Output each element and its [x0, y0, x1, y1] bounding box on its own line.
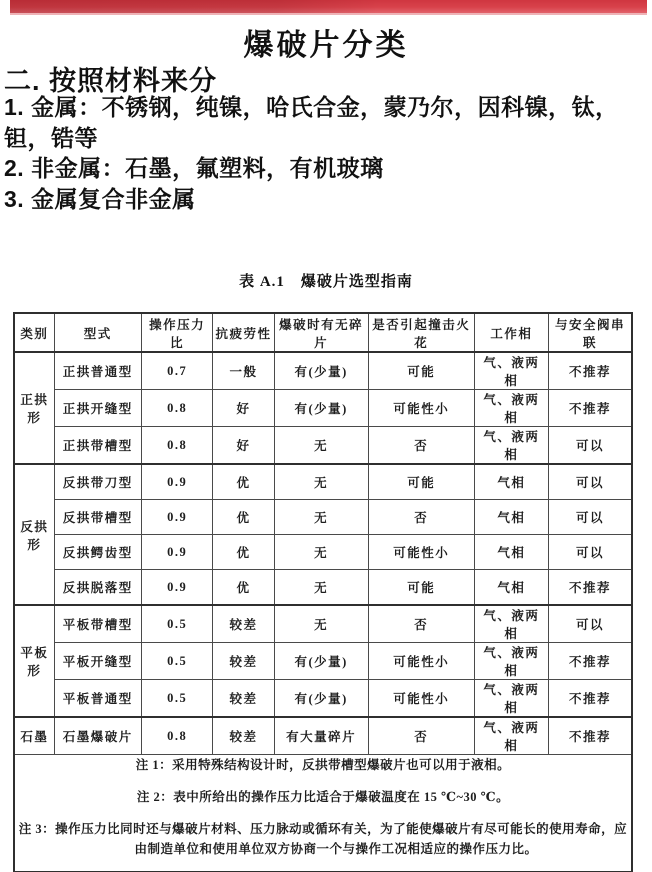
material-list-item: 1. 金属：不锈钢，纯镍，哈氏合金，蒙乃尔，因科镍，钛，钽，锆等 — [4, 94, 619, 151]
table-cell: 无 — [274, 605, 368, 643]
table-cell: 0.9 — [141, 570, 213, 606]
table-header-cell: 操作压力比 — [141, 313, 213, 352]
table-cell: 有(少量) — [274, 390, 368, 427]
table-header-cell: 型式 — [54, 313, 141, 352]
table-cell: 0.7 — [141, 352, 213, 390]
table-cell: 气、液两相 — [474, 605, 548, 643]
table-row — [14, 427, 632, 465]
table-cell: 较差 — [213, 643, 274, 680]
table-cell: 有(少量) — [274, 643, 368, 680]
category-cell: 正拱形 — [14, 352, 54, 464]
table-header-cell: 工作相 — [474, 313, 548, 352]
table-cell: 0.9 — [141, 500, 213, 535]
table-row — [14, 605, 632, 643]
table-row — [14, 390, 632, 427]
table-cell: 气、液两相 — [474, 717, 548, 755]
table-cell: 平板带槽型 — [54, 605, 141, 643]
table-cell: 一般 — [213, 352, 274, 390]
table-cell: 可以 — [549, 427, 633, 465]
table-row — [14, 352, 632, 390]
table-cell: 无 — [274, 500, 368, 535]
top-red-banner — [10, 0, 647, 15]
table-header-cell: 与安全阀串联 — [549, 313, 633, 352]
material-list-item: 3. 金属复合非金属 — [4, 185, 196, 212]
table-cell: 气、液两相 — [474, 643, 548, 680]
table-row — [14, 680, 632, 718]
table-cell: 气相 — [474, 570, 548, 606]
table-caption: 表 A.1 爆破片选型指南 — [239, 274, 413, 290]
table-cell: 可以 — [549, 535, 633, 570]
table-cell: 反拱带槽型 — [54, 500, 141, 535]
table-cell: 无 — [274, 535, 368, 570]
table-cell: 否 — [368, 717, 474, 755]
table-header-cell: 是否引起撞击火花 — [368, 313, 474, 352]
table-cell: 0.8 — [141, 427, 213, 465]
table-cell: 否 — [368, 605, 474, 643]
table-cell: 可能 — [368, 464, 474, 500]
table-cell: 正拱普通型 — [54, 352, 141, 390]
table-cell: 0.5 — [141, 680, 213, 718]
table-cell: 优 — [213, 500, 274, 535]
table-cell: 平板开缝型 — [54, 643, 141, 680]
table-cell: 气、液两相 — [474, 390, 548, 427]
table-cell: 气、液两相 — [474, 427, 548, 465]
section-heading: 二. 按照材料来分 — [4, 66, 218, 96]
table-cell: 反拱脱落型 — [54, 570, 141, 606]
table-cell: 优 — [213, 570, 274, 606]
table-cell: 有大量碎片 — [274, 717, 368, 755]
table-row — [14, 643, 632, 680]
note-line: 注 3：操作压力比同时还与爆破片材料、压力脉动或循环有关，为了能使爆破片有尽可能长的使用寿命，应由制造单位和使用单位双方协商一个与操作工况相适应的操作压力比。 — [18, 822, 628, 856]
table-cell: 可以 — [549, 605, 633, 643]
table-cell: 较差 — [213, 717, 274, 755]
table-cell: 可能性小 — [368, 390, 474, 427]
table-cell: 可以 — [549, 500, 633, 535]
table-cell: 可能 — [368, 570, 474, 606]
table-cell: 石墨爆破片 — [54, 717, 141, 755]
table-cell: 优 — [213, 535, 274, 570]
notes-row — [14, 755, 632, 872]
table-header-cell: 类别 — [14, 313, 54, 352]
table-cell: 好 — [213, 390, 274, 427]
table-cell: 不推荐 — [549, 717, 633, 755]
table-cell: 0.5 — [141, 605, 213, 643]
table-cell: 0.9 — [141, 535, 213, 570]
material-list-item: 2. 非金属：石墨，氟塑料，有机玻璃 — [4, 155, 384, 181]
material-list — [4, 92, 648, 214]
table-cell: 有(少量) — [274, 680, 368, 718]
table-cell: 正拱开缝型 — [54, 390, 141, 427]
table-cell: 0.8 — [141, 717, 213, 755]
table-cell: 气、液两相 — [474, 680, 548, 718]
table-cell: 0.9 — [141, 464, 213, 500]
table-cell: 好 — [213, 427, 274, 465]
table-row — [14, 500, 632, 535]
table-cell: 0.8 — [141, 390, 213, 427]
category-cell: 石墨 — [14, 717, 54, 755]
table-header-cell: 爆破时有无碎片 — [274, 313, 368, 352]
table-cell: 反拱带刀型 — [54, 464, 141, 500]
table-cell: 不推荐 — [549, 643, 633, 680]
selection-guide-table — [13, 312, 633, 872]
table-cell: 无 — [274, 464, 368, 500]
table-cell: 不推荐 — [549, 390, 633, 427]
table-cell: 有(少量) — [274, 352, 368, 390]
table-cell: 较差 — [213, 680, 274, 718]
table-cell: 可能性小 — [368, 535, 474, 570]
table-row — [14, 717, 632, 755]
table-cell: 平板普通型 — [54, 680, 141, 718]
table-cell: 可能性小 — [368, 680, 474, 718]
table-cell: 气相 — [474, 535, 548, 570]
table-row — [14, 570, 632, 606]
table-row — [14, 464, 632, 500]
table-cell: 否 — [368, 427, 474, 465]
note-line: 注 1：采用特殊结构设计时，反拱带槽型爆破片也可以用于液相。 — [135, 758, 511, 772]
table-cell: 不推荐 — [549, 680, 633, 718]
table-header-row — [14, 313, 632, 352]
category-cell: 平板形 — [14, 605, 54, 717]
table-wrap — [13, 312, 633, 872]
table-header-cell: 抗疲劳性 — [213, 313, 274, 352]
page-title: 爆破片分类 — [243, 29, 409, 62]
table-cell: 反拱鳄齿型 — [54, 535, 141, 570]
table-cell: 无 — [274, 570, 368, 606]
category-cell: 反拱形 — [14, 464, 54, 605]
table-cell: 不推荐 — [549, 570, 633, 606]
note-line: 注 2：表中所给出的操作压力比适合于爆破温度在 15 ℃~30 ℃。 — [136, 790, 510, 804]
table-cell: 可能 — [368, 352, 474, 390]
table-cell: 优 — [213, 464, 274, 500]
table-cell: 0.5 — [141, 643, 213, 680]
table-cell: 气相 — [474, 500, 548, 535]
table-cell: 否 — [368, 500, 474, 535]
table-cell: 气相 — [474, 464, 548, 500]
notes-cell — [14, 755, 632, 872]
table-cell: 可以 — [549, 464, 633, 500]
table-cell: 正拱带槽型 — [54, 427, 141, 465]
red-banner-shade — [10, 0, 647, 13]
table-row — [14, 535, 632, 570]
table-cell: 气、液两相 — [474, 352, 548, 390]
table-cell: 不推荐 — [549, 352, 633, 390]
table-cell: 无 — [274, 427, 368, 465]
table-cell: 可能性小 — [368, 643, 474, 680]
table-cell: 较差 — [213, 605, 274, 643]
